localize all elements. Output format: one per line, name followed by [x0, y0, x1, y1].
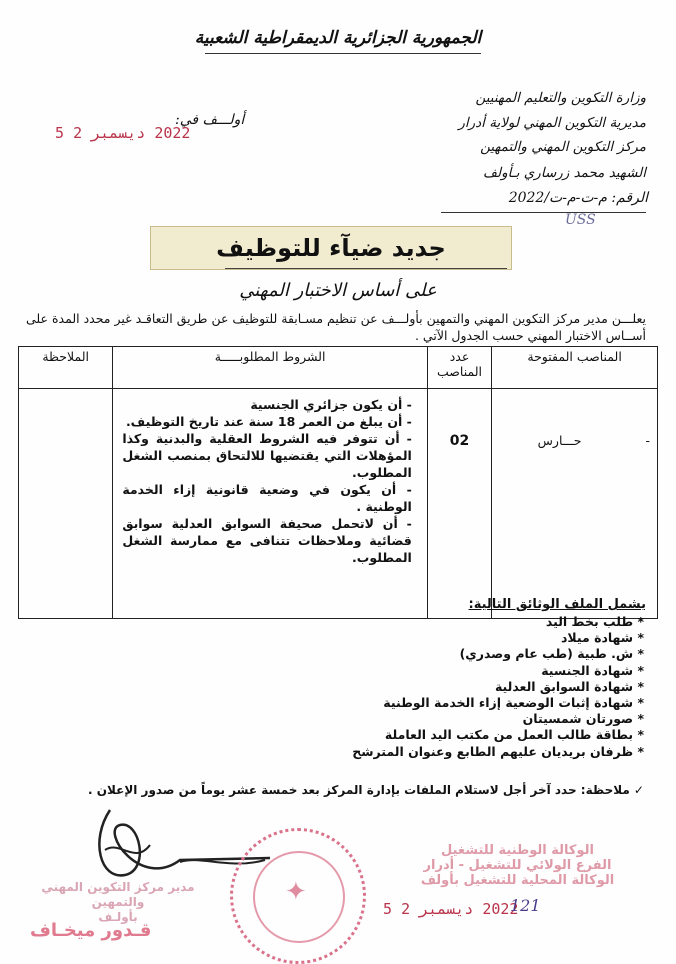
position-dash: - — [645, 433, 650, 448]
list-item: * شهادة السوابق العدلية — [352, 679, 644, 695]
signatory-name: قـدور ميخـاف — [30, 920, 152, 941]
place-date-label: أولـــف في: — [175, 112, 245, 128]
agency-ref-number: 121 — [510, 896, 541, 915]
center-name-line: الشهيد محمد زرساري بـأولف — [483, 165, 646, 181]
list-item: * شهادة ميلاد — [352, 630, 644, 646]
position-cell — [492, 389, 658, 619]
table-row — [19, 389, 658, 619]
condition-item: - أن يكون في وضعية قانونية إزاء الخدمة الوطنية . — [122, 481, 412, 515]
signatory-title-line: مدير مركز التكوين المهني والتمهين — [41, 880, 195, 909]
header-count: عدد المناصب — [427, 347, 491, 389]
subtitle: على أساس الاختبار المهني — [239, 280, 437, 301]
condition-item: - أن يبلغ من العمر 18 سنة عند تاريخ التوظيف. — [122, 413, 412, 430]
list-item: * صورتان شمسيتان — [352, 711, 644, 727]
star-icon: ✦ — [285, 877, 307, 907]
condition-item: - أن لاتحمل صحيفة السوابق العدلية سوابق قضائية وملاحظات تتنافى مع ممارسة الشغل المطلوب. — [122, 515, 412, 566]
reference-number: الرقم: م-ت-م-ت/2022 — [508, 190, 648, 206]
banner-title: جديد ضيآء للتوظيف — [150, 226, 512, 270]
position-count: 02 — [427, 389, 491, 619]
documents-list — [352, 614, 644, 760]
list-item: * ظرفان بريديان عليهم الطابع وعنوان المترشح — [352, 744, 644, 760]
signatory-place-line: بأولـف — [98, 910, 138, 924]
agency-stamp-line: الوكالة الوطنية للتشغيل — [441, 843, 594, 858]
banner-underline — [225, 268, 507, 269]
center-line: مركز التكوين المهني والتمهين — [480, 139, 646, 155]
date-stamp: 2022 ديسمبر 2 5 — [55, 124, 191, 142]
center-round-stamp — [230, 828, 366, 964]
republic-heading: الجمهورية الجزائرية الديمقراطية الشعبية — [194, 28, 482, 48]
deadline-note: ✓ ملاحظة: حدد آخر أجل لاستلام الملفات بإدارة المركز بعد خمسة عشر يوماً من صدور الإعلان . — [88, 783, 644, 797]
position-name: حـــارس — [537, 433, 582, 448]
list-item: * شهادة إثبات الوضعية إزاء الخدمة الوطنية — [352, 695, 644, 711]
list-item: * ش. طبية (طب عام وصدري) — [352, 646, 644, 662]
agency-stamp-line: الفرع الولائي للتشغيل - أدرار — [423, 858, 612, 873]
list-item: * شهادة الجنسية — [352, 663, 644, 679]
directorate-line: مديرية التكوين المهني لولاية أدرار — [458, 115, 646, 131]
signatory-title — [18, 880, 218, 925]
header-positions: المناصب المفتوحة — [492, 347, 658, 389]
condition-item: - أن يكون جزائري الجنسية — [122, 396, 412, 413]
intro-paragraph: يعلـــن مدير مركز التكوين المهني والتمهين بأولـــف عن تنظيم مسـابقة للتوظيف عن طريق التعاقـد غير محدد المدة على أســاس الاختبار المهني حسب الجدول الآتي . — [26, 311, 646, 343]
header-notes: الملاحظة — [19, 347, 113, 389]
condition-item: - أن تتوفر فيه الشروط العقلية والبدنية وكذا المؤهلات التي يقتضيها للالتحاق بمنصب الشغل المطلوب. — [122, 430, 412, 481]
ministry-line: وزارة التكوين والتعليم المهنيين — [475, 90, 646, 106]
heading-underline — [205, 53, 481, 54]
conditions-cell — [113, 389, 428, 619]
positions-table — [18, 346, 658, 619]
list-item: * طلب بخط اليد — [352, 614, 644, 630]
header-conditions: الشروط المطلوبـــــة — [113, 347, 428, 389]
agency-stamp-line: الوكالة المحلية للتشغيل بأولف — [420, 873, 615, 888]
handwritten-ref: USS — [565, 212, 596, 228]
agency-stamp — [400, 843, 635, 888]
list-item: * بطاقة طالب العمل من مكتب اليد العاملة — [352, 727, 644, 743]
reference-underline — [441, 212, 646, 213]
table-header-row — [19, 347, 658, 389]
agency-date-stamp: 2022 ديسمبر 2 5 — [383, 900, 519, 918]
note-cell — [19, 389, 113, 619]
documents-title: يشمل الملف الوثائق التالية: — [468, 597, 646, 612]
